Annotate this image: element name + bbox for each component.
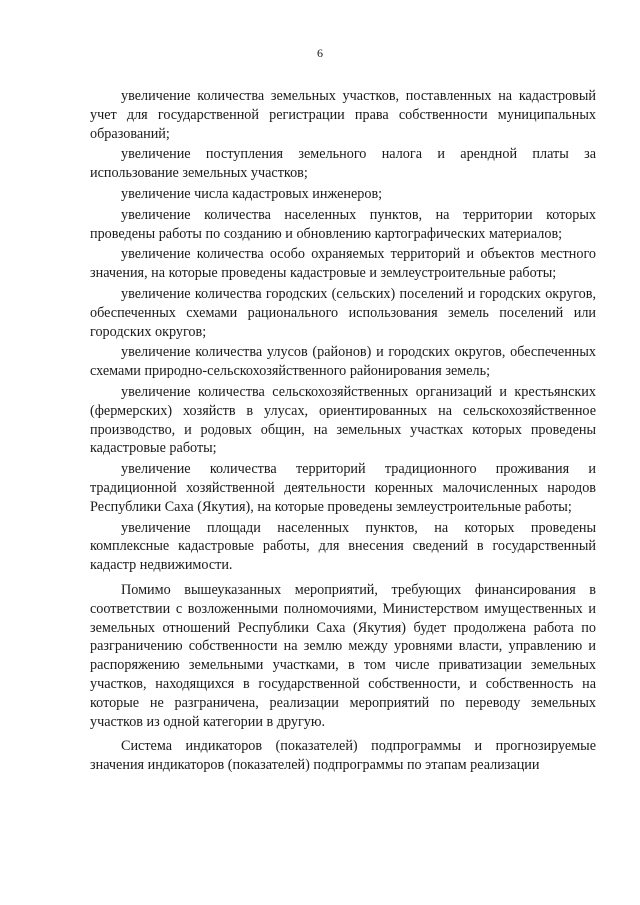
- paragraph-uluses-zoning: увеличение количества улусов (районов) и городских округов, обеспеченных схемами природно-сельскохозяйственного районирования земель;: [90, 344, 596, 380]
- paragraph-protected-territories: увеличение количества особо охраняемых территорий и объектов местного значения, на которые проведены кадастровые и землеустроительные работы;: [90, 246, 596, 282]
- paragraph-cartographic-materials: увеличение количества населенных пунктов, на территории которых проведены работы по созданию и обновлению картографических материалов;: [90, 206, 596, 242]
- paragraph-agricultural-organizations: увеличение количества сельскохозяйственных организаций и крестьянских (фермерских) хозяйств в улусах, ориентированных на сельскохозяйственное производство, и родовых общин, на земельных участках которых проведены кадастровые работы;: [90, 383, 596, 457]
- paragraph-settlements-schemes: увеличение количества городских (сельских) поселений и городских округов, обеспеченных схемами рационального использования земель поселений или городских округов;: [90, 285, 596, 340]
- page-number: 6: [317, 46, 323, 60]
- paragraph-ministry-activities: Помимо вышеуказанных мероприятий, требующих финансирования в соответствии с возложенными полномочиями, Министерством имущественных и земельных отношений Республики Саха (Якутия) будет продолжена работа по разграничению собственности на землю между уровнями власти, управлению и распоряжению земельными участками, в том числе приватизации земельных участков, находящихся в государственной собственности, и собственность на которые не разграничена, реализации мероприятий по переводу земельных участков из одной категории в другую.: [90, 581, 596, 730]
- document-body: [90, 87, 596, 777]
- paragraph-indigenous-territories: увеличение количества территорий традиционного проживания и традиционной хозяйственной деятельности коренных малочисленных народов Республики Саха (Якутия), на которые проведены землеустроительные работы;: [90, 461, 596, 515]
- paragraph-cadastral-registration: увеличение количества земельных участков, поставленных на кадастровый учет для государственной регистрации права собственности муниципальных образований;: [90, 88, 596, 142]
- paragraph-land-tax: увеличение поступления земельного налога и арендной платы за использование земельных участков;: [90, 146, 596, 182]
- paragraph-cadastral-engineers: увеличение числа кадастровых инженеров;: [121, 185, 383, 202]
- paragraph-indicators-system: Система индикаторов (показателей) подпрограммы и прогнозируемые значения индикаторов (показателей) подпрограммы по этапам реализации: [90, 738, 596, 774]
- paragraph-comprehensive-cadastral-works: увеличение площади населенных пунктов, на которых проведены комплексные кадастровые работы, для внесения сведений в государственный кадастр недвижимости.: [90, 519, 596, 574]
